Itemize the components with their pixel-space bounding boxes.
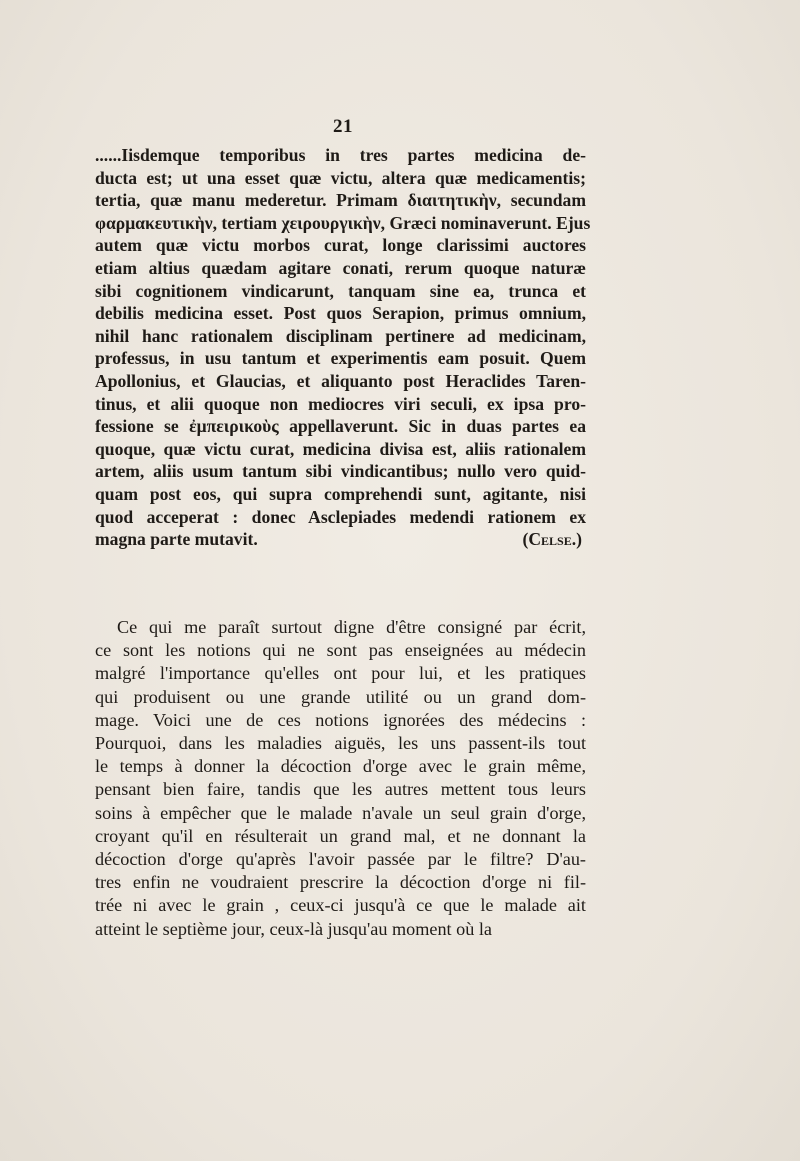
latin-line: ......Iisdemque temporibus in tres partes medicina de- bbox=[95, 145, 586, 165]
latin-line: φαρμακευτικὴν, tertiam χειρουργικὴν, Græci nominaverunt. Ejus bbox=[95, 212, 591, 233]
latin-line: quod acceperat : donec Asclepiades medendi rationem ex bbox=[95, 506, 586, 527]
french-line: ce sont les notions qui ne sont pas enseignées au médecin bbox=[95, 640, 586, 661]
french-passage bbox=[95, 616, 586, 941]
latin-line: Apollonius, et Glaucias, et aliquanto post Heraclides Taren- bbox=[95, 370, 586, 391]
latin-line: nihil hanc rationalem disciplinam pertinere ad medicinam, bbox=[95, 325, 586, 346]
latin-line: artem, aliis usum tantum sibi vindicantibus; nullo vero quid- bbox=[95, 461, 586, 482]
french-line: atteint le septième jour, ceux-là jusqu'au moment où la bbox=[95, 918, 492, 939]
french-line: croyant qu'il en résulterait un grand mal, et ne donnant la bbox=[95, 825, 586, 846]
latin-line: tinus, et alii quoque non mediocres viri seculi, ex ipsa pro- bbox=[95, 393, 586, 414]
french-line: Pourquoi, dans les maladies aiguës, les uns passent-ils tout bbox=[95, 733, 586, 754]
french-line: tres enfin ne voudraient prescrire la décoction d'orge ni fil- bbox=[95, 872, 586, 893]
latin-line: sibi cognitionem vindicarunt, tanquam sine ea, trunca et bbox=[95, 280, 586, 301]
french-line: soins à empêcher que le malade n'avale un seul grain d'orge, bbox=[95, 802, 586, 823]
french-line: Ce qui me paraît surtout digne d'être consigné par écrit, bbox=[117, 617, 586, 637]
french-line: trée ni avec le grain , ceux-ci jusqu'à ce que le malade ait bbox=[95, 895, 586, 916]
latin-line: tertia, quæ manu mederetur. Primam διαιτητικὴν, secundam bbox=[95, 190, 586, 211]
french-line: pensant bien faire, tandis que les autres mettent tous leurs bbox=[95, 779, 586, 800]
french-line: malgré l'importance qu'elles ont pour lui, et les pratiques bbox=[95, 663, 586, 684]
french-line: mage. Voici une de ces notions ignorées des médecins : bbox=[95, 709, 586, 730]
latin-line: professus, in usu tantum et experimentis eam posuit. Quem bbox=[95, 348, 586, 369]
french-line: décoction d'orge qu'après l'avoir passée par le filtre? D'au- bbox=[95, 849, 586, 870]
latin-passage bbox=[95, 144, 591, 551]
page-number: 21 bbox=[333, 116, 353, 137]
latin-line: magna parte mutavit. bbox=[95, 529, 258, 550]
latin-line: fessione se ἐμπειρικοὺς appellaverunt. Sic in duas partes ea bbox=[95, 416, 586, 437]
french-line: qui produisent ou une grande utilité ou un grand dom- bbox=[95, 686, 586, 707]
french-line: le temps à donner la décoction d'orge avec le grain même, bbox=[95, 756, 586, 777]
latin-line: quam post eos, qui supra comprehendi sunt, agitante, nisi bbox=[95, 483, 586, 504]
latin-line: autem quæ victu morbos curat, longe clarissimi auctores bbox=[95, 235, 586, 256]
latin-line: ducta est; ut una esset quæ victu, altera quæ medicamentis; bbox=[95, 167, 586, 188]
latin-final-line bbox=[95, 528, 586, 551]
latin-line: debilis medicina esset. Post quos Serapion, primus omnium, bbox=[95, 303, 586, 324]
latin-line: etiam altius quædam agitare conati, rerum quoque naturæ bbox=[95, 257, 586, 278]
latin-line: quoque, quæ victu curat, medicina divisa est, aliis rationalem bbox=[95, 438, 586, 459]
source-attribution: (Celse.) bbox=[522, 529, 582, 550]
